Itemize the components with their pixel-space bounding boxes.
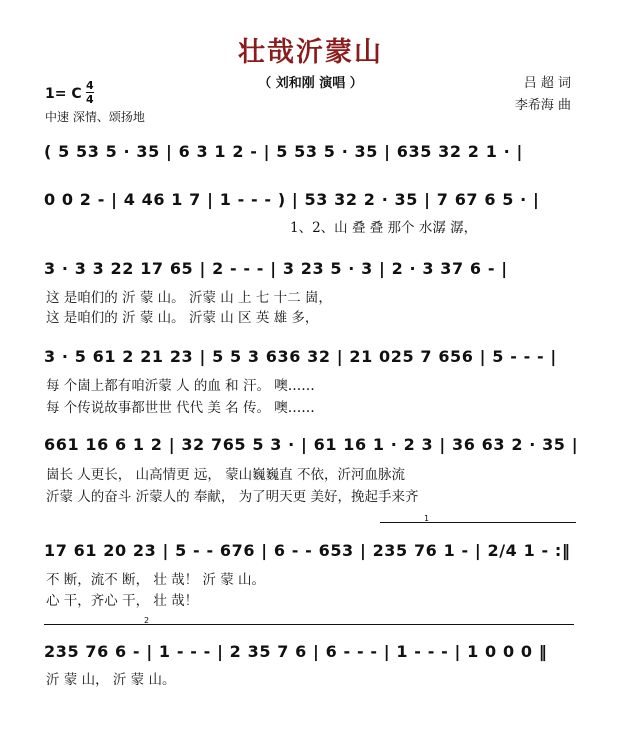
- lyric-line-2a: 1、2、山 叠 叠 那个 水潺 潺，: [290, 220, 478, 236]
- staff-line-1: ( 5 53 5 · 35 | 6 3 1 2 - | 5 53 5 · 35 | 635 32 2 1 · |: [44, 142, 523, 161]
- staff-line-7: 235 76 6 - | 1 - - - | 2 35 7 6 | 6 - - - | 1 - - - | 1 0 0 0 ‖: [44, 642, 548, 661]
- time-signature-top: 4: [86, 79, 94, 92]
- singer-credit: （ 刘和刚 演唱 ）: [258, 76, 363, 91]
- staff-line-2: 0 0 2 - | 4 46 1 7 | 1 - - - ) | 53 32 2 · 35 | 7 67 6 5 · |: [44, 190, 540, 209]
- lyric-line-7a: 沂 蒙 山， 沂 蒙 山。: [46, 672, 176, 688]
- lyric-line-5b: 沂蒙 人的奋斗 沂蒙人的 奉献， 为了明天更 美好，挽起手来齐: [46, 489, 419, 505]
- lyricist-credit: 吕 超 词: [523, 76, 571, 91]
- staff-line-5: 661 16 6 1 2 | 32 765 5 3 · | 61 16 1 · 2 3 | 36 63 2 · 35 |: [44, 435, 579, 454]
- composer-credit: 李希海 曲: [514, 98, 571, 113]
- lyric-line-4b: 每 个传说故事都世世 代代 美 名 传。 噢……: [46, 400, 315, 416]
- lyric-line-6a: 不 断，流不 断， 壮 哉！ 沂 蒙 山。: [46, 572, 266, 588]
- key-signature: 1= C: [45, 86, 82, 102]
- time-signature-bottom: 4: [86, 93, 94, 106]
- lyric-line-6b: 心 干，齐心 干， 壮 哉！: [46, 593, 199, 609]
- lyric-line-4a: 每 个崮上都有咱沂蒙 人 的血 和 汗。 噢……: [46, 378, 315, 394]
- time-signature: [86, 80, 94, 105]
- lyric-line-5a: 崮长 人更长， 山高情更 远， 蒙山巍巍直 不依，沂河血脉流: [46, 467, 405, 483]
- lyric-line-3a: 这 是咱们的 沂 蒙 山。 沂蒙 山 上 七 十二 崮，: [46, 290, 332, 306]
- volta-bracket-2: 2: [44, 624, 574, 635]
- staff-line-6: 17 61 20 23 | 5 - - 676 | 6 - - 653 | 235 76 1 - | 2/4 1 - :‖: [44, 541, 571, 560]
- volta-bracket-1: 1: [380, 522, 576, 533]
- lyric-line-3b: 这 是咱们的 沂 蒙 山。 沂蒙 山 区 英 雄 多，: [46, 310, 319, 326]
- staff-line-4: 3 · 5 61 2 21 23 | 5 5 3 636 32 | 21 025 7 656 | 5 - - - |: [44, 347, 557, 366]
- staff-line-3: 3 · 3 3 22 17 65 | 2 - - - | 3 23 5 · 3 | 2 · 3 37 6 - |: [44, 259, 508, 278]
- tempo-marking: 中速 深情、颂扬地: [45, 110, 145, 124]
- song-title: 壮哉沂蒙山: [238, 37, 383, 68]
